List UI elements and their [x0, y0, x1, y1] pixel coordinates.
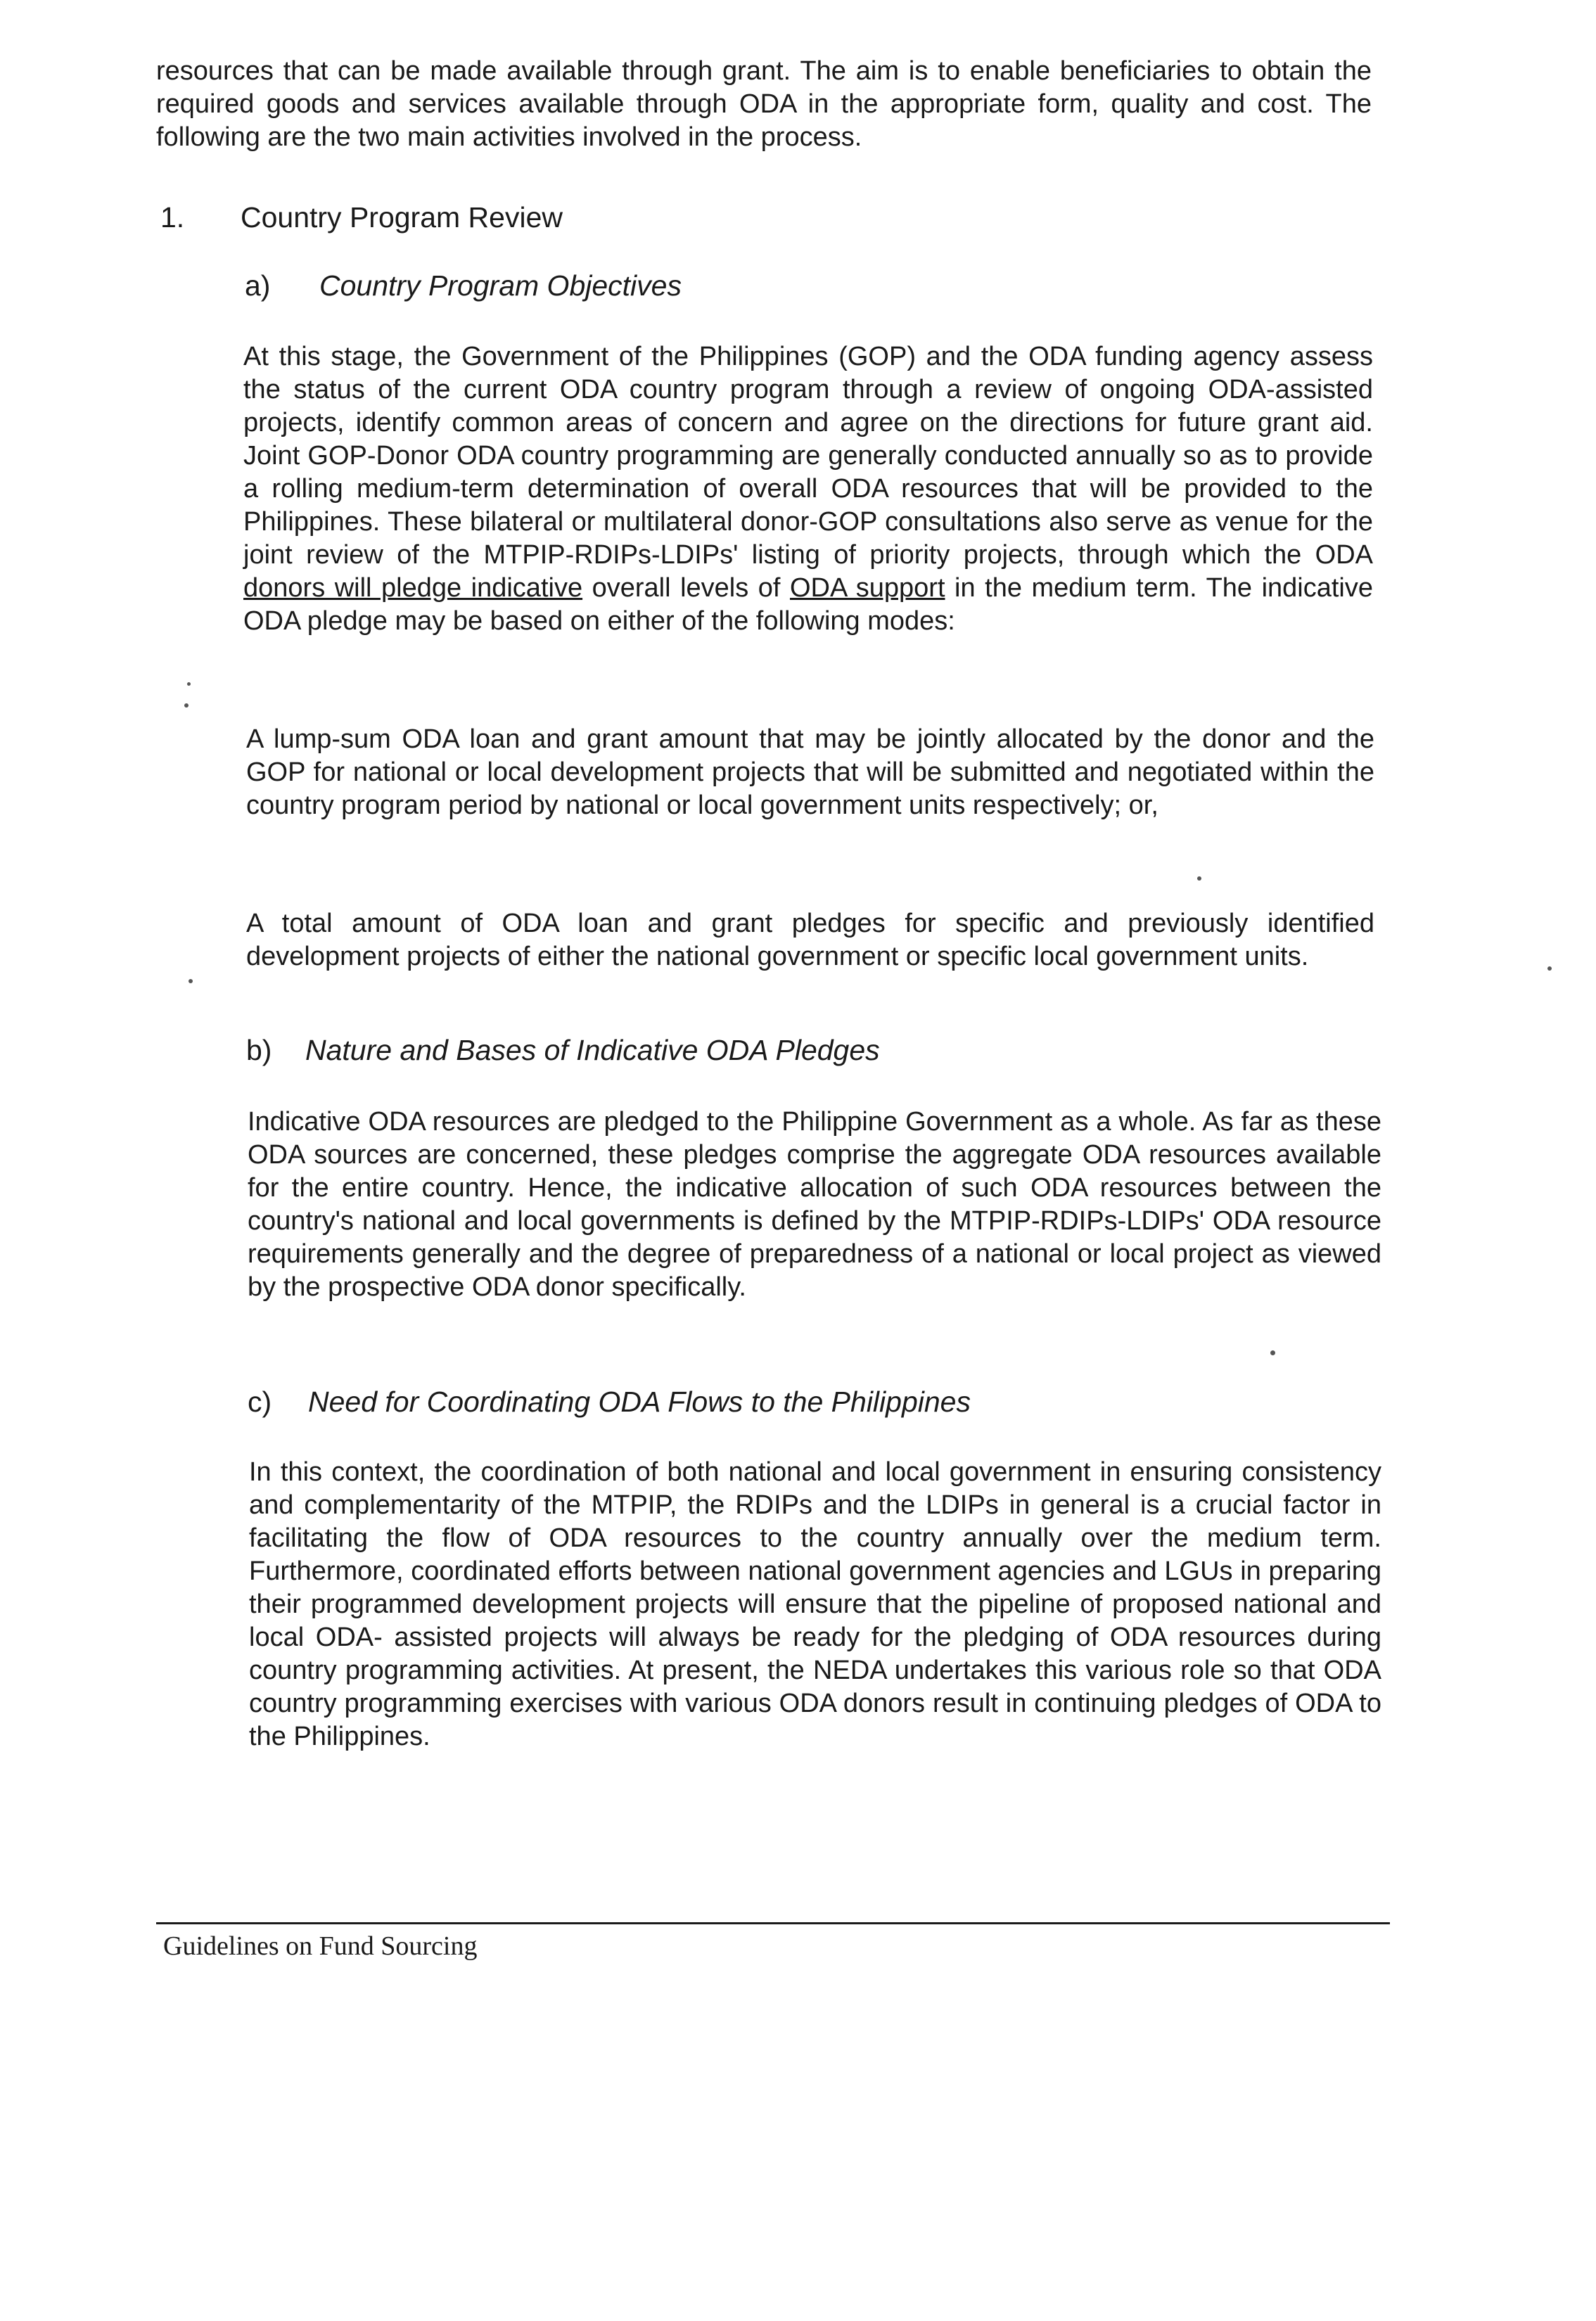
- subsection-b-paragraph: Indicative ODA resources are pledged to the Philippine Government as a whole. As far as these ODA sources are concerned, these pledges comprise the aggregate ODA resources available for the entire country. Hence, the indicative allocation of such ODA resources between the country's national and local governments is defined by the MTPIP-RDIPs-LDIPs' ODA resource requirements generally and the degree of preparedness of a national or local project as viewed by the prospective ODA donor specifically.: [248, 1107, 1381, 1302]
- subsection-c-label: c): [248, 1386, 272, 1418]
- subsection-a-label: a): [245, 269, 271, 302]
- subsection-a-paragraph: [243, 340, 1373, 638]
- pledge-mode-1: A lump-sum ODA loan and grant amount that may be jointly allocated by the donor and the GOP for national or local development projects that will be submitted and negotiated within the country program period by national or local government units respectively; or,: [246, 724, 1374, 820]
- scan-speck: [1270, 1350, 1275, 1355]
- pledge-mode-2: A total amount of ODA loan and grant pledges for specific and previously identified development projects of either the national government or specific local government units.: [246, 909, 1374, 971]
- subsection-a-underlined-1: donors will pledge indicative: [243, 573, 583, 603]
- subsection-a-underlined-2: ODA support: [789, 573, 945, 603]
- section-title: Country Program Review: [241, 201, 563, 234]
- scan-speck: [1547, 966, 1552, 971]
- scan-speck: [1197, 876, 1201, 881]
- footer-rule: [156, 1922, 1390, 1924]
- subsection-a-text-3: in the medium term. The indicative ODA pledge may be based on either of the following modes:: [243, 573, 1374, 636]
- scan-speck: [187, 682, 191, 686]
- scan-speck: [184, 703, 189, 708]
- subsection-a-text-2: overall levels of: [582, 573, 790, 603]
- scan-speck: [189, 979, 193, 983]
- section-number: 1.: [160, 201, 185, 234]
- subsection-b-title: Nature and Bases of Indicative ODA Pledges: [305, 1034, 880, 1066]
- subsection-a-title: Country Program Objectives: [319, 269, 682, 302]
- subsection-c-title: Need for Coordinating ODA Flows to the Philippines: [308, 1386, 971, 1418]
- subsection-b-label: b): [246, 1034, 272, 1066]
- subsection-a-text-1: At this stage, the Government of the Philippines (GOP) and the ODA funding agency assess the status of the current ODA country program through a review of ongoing ODA-assisted projects, identify common areas of concern and agree on the directions for future grant aid. Joint GOP-Donor ODA country programming are generally conducted annually so as to provide a rolling medium-term determination of overall ODA resources that will be provided to the Philippines. These bilateral or multilateral donor-GOP consultations also serve as venue for the joint review of the MTPIP-RDIPs-LDIPs' listing of priority projects, through which the ODA: [243, 342, 1373, 570]
- footer-text: Guidelines on Fund Sourcing: [163, 1931, 478, 1961]
- subsection-c-paragraph: In this context, the coordination of both national and local government in ensuring consistency and complementarity of the MTPIP, the RDIPs and the LDIPs in general is a crucial factor in facilitating the flow of ODA resources to the country annually over the medium term. Furthermore, coordinated efforts between national government agencies and LGUs in preparing their programmed development projects will ensure that the pipeline of proposed national and local ODA- assisted projects will always be ready for the pledging of ODA resources during country programming activities. At present, the NEDA undertakes this various role so that ODA country programming exercises with various ODA donors result in continuing pledges of ODA to the Philippines.: [249, 1457, 1381, 1751]
- intro-paragraph: resources that can be made available through grant. The aim is to enable beneficiaries to obtain the required goods and services available through ODA in the appropriate form, quality and cost. The following are the two main activities involved in the process.: [156, 56, 1372, 152]
